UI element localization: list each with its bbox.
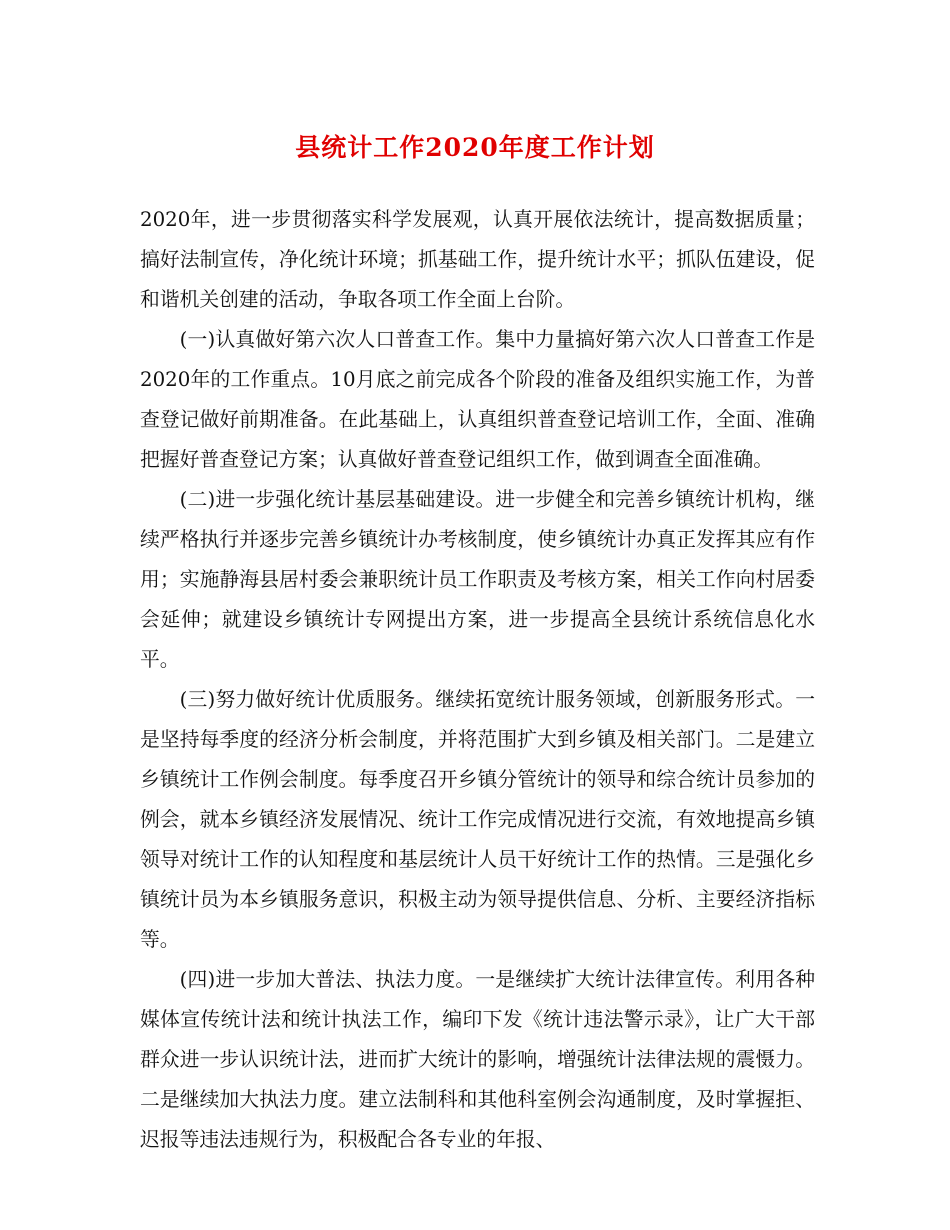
section-3-paragraph: (三)努力做好统计优质服务。继续拓宽统计服务领域，创新服务形式。一是坚持每季度的经济分析会制度，并将范围扩大到乡镇及相关部门。二是建立乡镇统计工作例会制度。每季度召开乡镇分管统计的领导和综合统计员参加的例会，就本乡镇经济发展情况、统计工作完成情况进行交流，有效地提高乡镇领导对统计工作的认知程度和基层统计人员干好统计工作的热情。三是强化乡镇统计员为本乡镇服务意识，积极主动为领导提供信息、分析、主要经济指标等。 (140, 688, 815, 951)
intro-paragraph: 2020年，进一步贯彻落实科学发展观，认真开展依法统计，提高数据质量；搞好法制宣传，净化统计环境；抓基础工作，提升统计水平；抓队伍建设，促和谐机关创建的活动，争取各项工作全面上台阶。 (140, 208, 815, 311)
document-title: 县统计工作2020年度工作计划 (295, 133, 655, 162)
section-2-paragraph: (二)进一步强化统计基层基础建设。进一步健全和完善乡镇统计机构，继续严格执行并逐步完善乡镇统计办考核制度，使乡镇统计办真正发挥其应有作用；实施静海县居村委会兼职统计员工作职责及考核方案，相关工作向村居委会延伸；就建设乡镇统计专网提出方案，进一步提高全县统计系统信息化水平。 (140, 488, 815, 671)
document-body (140, 200, 815, 1160)
section-1-paragraph: (一)认真做好第六次人口普查工作。集中力量搞好第六次人口普查工作是2020年的工作重点。10月底之前完成各个阶段的准备及组织实施工作，为普查登记做好前期准备。在此基础上，认真组织普查登记培训工作，全面、准确把握好普查登记方案；认真做好普查登记组织工作，做到调查全面准确。 (140, 328, 815, 471)
section-4-paragraph: (四)进一步加大普法、执法力度。一是继续扩大统计法律宣传。利用各种媒体宣传统计法和统计执法工作，编印下发《统计违法警示录》，让广大干部群众进一步认识统计法，进而扩大统计的影响，增强统计法律法规的震慑力。二是继续加大执法力度。建立法制科和其他科室例会沟通制度，及时掌握拒、迟报等违法违规行为，积极配合各专业的年报、 (140, 968, 815, 1151)
